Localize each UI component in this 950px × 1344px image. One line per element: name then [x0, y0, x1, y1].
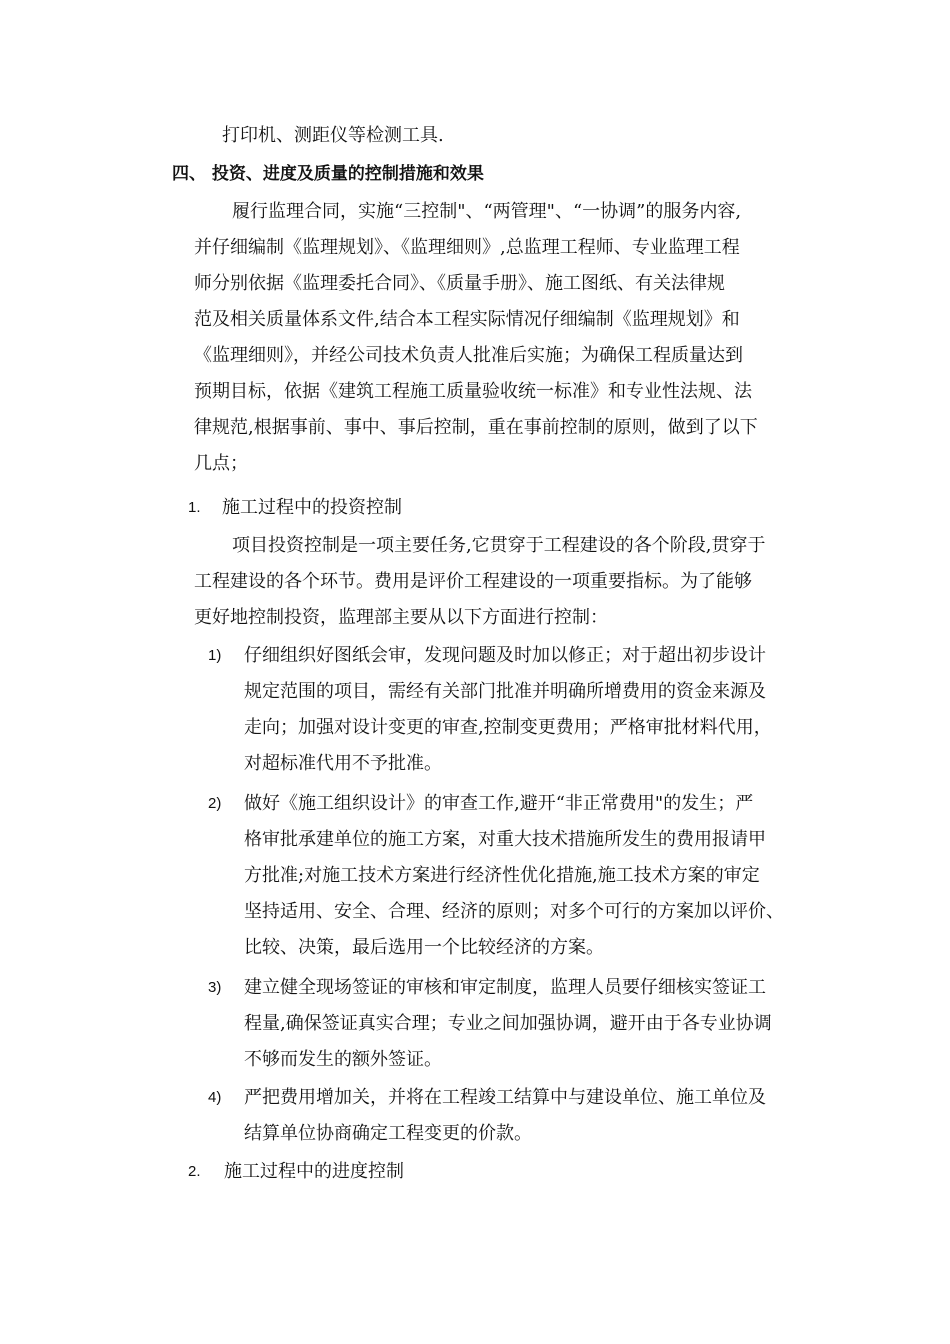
paragraph-line: 更好地控制投资，监理部主要从以下方面进行控制：: [194, 607, 608, 628]
paragraph-line: 几点；: [194, 453, 248, 474]
list-item-line: 程量,确保签证真实合理；专业之间加强协调，避开由于各专业协调: [244, 1013, 772, 1034]
list-item-line: 仔细组织好图纸会审，发现问题及时加以修正；对于超出初步设计: [244, 645, 766, 666]
paragraph-line: 项目投资控制是一项主要任务,它贯穿于工程建设的各个阶段,贯穿于: [232, 535, 766, 556]
subsection-number: 1.: [188, 499, 201, 516]
subsection-title: 施工过程中的进度控制: [224, 1161, 404, 1182]
list-item-line: 方批准;对施工技术方案进行经济性优化措施,施工技术方案的审定: [244, 865, 760, 886]
paragraph-line: 工程建设的各个环节。费用是评价工程建设的一项重要指标。为了能够: [194, 571, 752, 592]
subsection-number: 2.: [188, 1163, 201, 1180]
list-item-number: 4): [208, 1089, 222, 1106]
paragraph-line: 律规范,根据事前、事中、事后控制，重在事前控制的原则，做到了以下: [194, 417, 758, 438]
list-item-line: 严把费用增加关，并将在工程竣工结算中与建设单位、施工单位及: [244, 1087, 766, 1108]
list-item-line: 比较、决策，最后选用一个比较经济的方案。: [244, 937, 604, 958]
paragraph-line: 预期目标，依据《建筑工程施工质量验收统一标准》和专业性法规、法: [194, 381, 752, 402]
list-item-number: 2): [208, 795, 222, 812]
subsection-title: 施工过程中的投资控制: [222, 497, 402, 518]
list-item-line: 结算单位协商确定工程变更的价款。: [244, 1123, 532, 1144]
list-item-line: 不够而发生的额外签证。: [244, 1049, 442, 1070]
list-item-line: 规定范围的项目，需经有关部门批准并明确所增费用的资金来源及: [244, 681, 766, 702]
intro-line: 打印机、测距仪等检测工具.: [222, 125, 444, 146]
section-heading: 四、 投资、进度及质量的控制措施和效果: [172, 164, 484, 184]
list-item-line: 走向；加强对设计变更的审查,控制变更费用；严格审批材料代用，: [244, 717, 772, 738]
list-item-number: 3): [208, 979, 222, 996]
list-item-line: 坚持适用、安全、合理、经济的原则；对多个可行的方案加以评价、: [244, 901, 784, 922]
list-item-line: 格审批承建单位的施工方案，对重大技术措施所发生的费用报请甲: [244, 829, 766, 850]
paragraph-line: 《监理细则》，并经公司技术负责人批准后实施；为确保工程质量达到: [194, 345, 743, 366]
paragraph-line: 并仔细编制《监理规划》、《监理细则》,总监理工程师、专业监理工程: [194, 237, 740, 258]
paragraph-line: 师分别依据《监理委托合同》、《质量手册》、施工图纸、有关法律规: [194, 273, 725, 294]
list-item-line: 对超标准代用不予批准。: [244, 753, 442, 774]
list-item-line: 做好《施工组织设计》的审查工作,避开“非正常费用"的发生；严: [244, 793, 754, 814]
list-item-number: 1): [208, 647, 222, 664]
paragraph-line: 履行监理合同，实施“三控制"、“两管理"、“一协调”的服务内容,: [232, 201, 742, 222]
paragraph-line: 范及相关质量体系文件,结合本工程实际情况仔细编制《监理规划》和: [194, 309, 740, 330]
list-item-line: 建立健全现场签证的审核和审定制度，监理人员要仔细核实签证工: [244, 977, 766, 998]
